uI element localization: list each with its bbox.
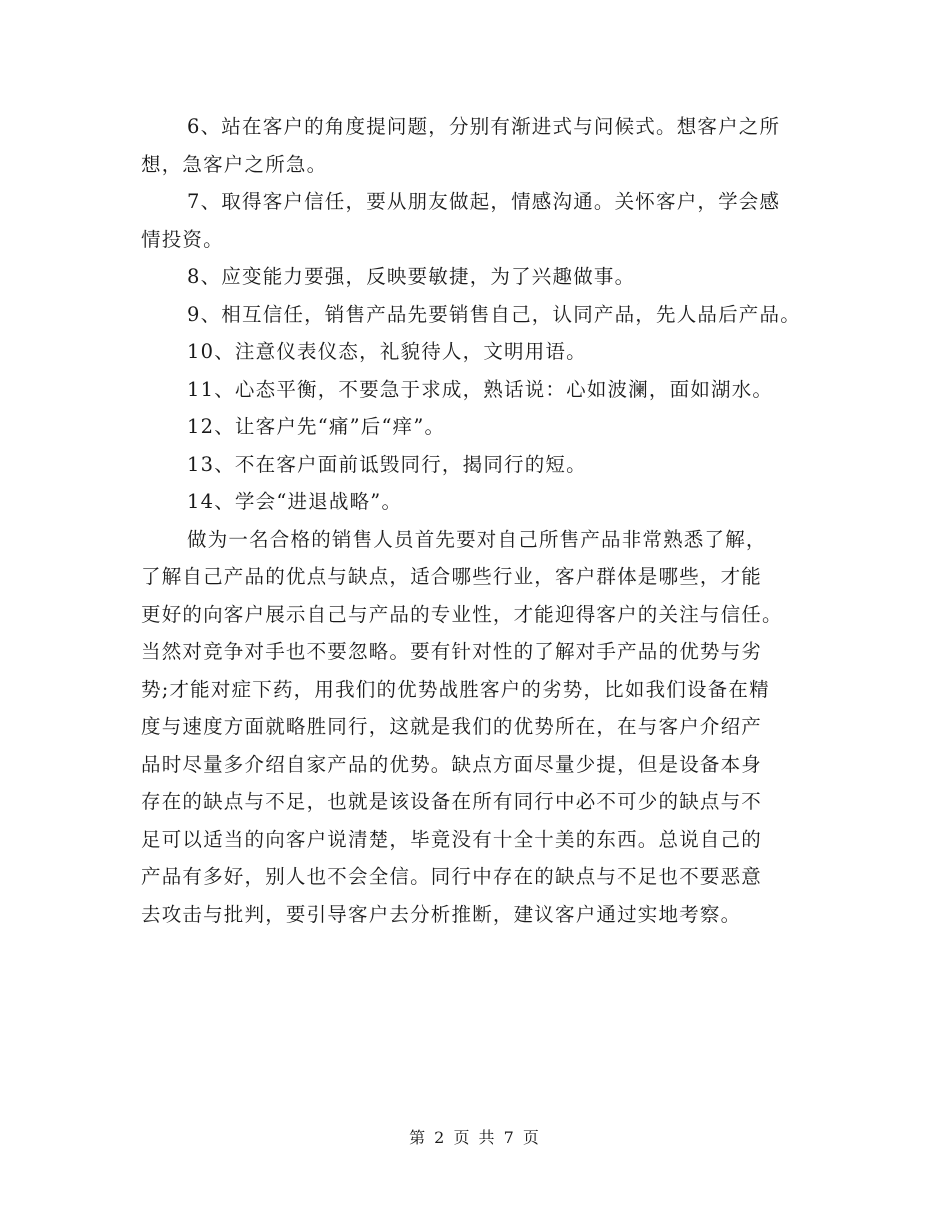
- page-number-footer: 第 2 页 共 7 页: [409, 1128, 541, 1147]
- list-item-line-continued: 想，急客户之所急。: [141, 152, 328, 176]
- list-item-line-continued: 情投资。: [141, 227, 224, 251]
- paragraph-line: 足可以适当的向客户说清楚，毕竟没有十全十美的东西。总说自己的: [141, 827, 763, 851]
- paragraph-line: 存在的缺点与不足，也就是该设备在所有同行中必不可少的缺点与不: [141, 790, 763, 813]
- list-item: [141, 108, 831, 183]
- paragraph-line: 势;才能对症下药，用我们的优势战胜客户的劣势，比如我们设备在精: [141, 677, 770, 701]
- list-item: 11、心态平衡，不要急于求成，熟话说：心如波澜，面如湖水。: [187, 377, 774, 401]
- list-item: 14、学会“进退战略”。: [187, 490, 403, 513]
- paragraph-line: 更好的向客户展示自己与产品的专业性，才能迎得客户的关注与信任。: [141, 602, 783, 626]
- list-item: 13、不在客户面前诋毁同行，揭同行的短。: [187, 452, 587, 476]
- list-item: 10、注意仪表仪态，礼貌待人，文明用语。: [187, 340, 587, 363]
- paragraph-line: 当然对竞争对手也不要忽略。要有针对性的了解对手产品的优势与劣: [141, 640, 763, 663]
- paragraph-line: 了解自己产品的优点与缺点，适合哪些行业，客户群体是哪些，才能: [141, 565, 763, 588]
- paragraph-line: 去攻击与批判，要引导客户去分析推断，建议客户通过实地考察。: [141, 902, 742, 926]
- list-item-line: 6、站在客户的角度提问题，分别有渐进式与问候式。想客户之所: [187, 115, 781, 138]
- paragraph-line: 品时尽量多介绍自家产品的优势。缺点方面尽量少提，但是设备本身: [141, 752, 763, 776]
- list-item: 8、应变能力要强，反映要敏捷，为了兴趣做事。: [187, 265, 636, 288]
- list-item: 9、相互信任，销售产品先要销售自己，认同产品，先人品后产品。: [187, 302, 801, 326]
- list-item-line: 7、取得客户信任，要从朋友做起，情感沟通。关怀客户，学会感: [187, 190, 781, 213]
- document-body: [141, 108, 831, 933]
- list-item: [141, 183, 831, 258]
- paragraph-line: 产品有多好，别人也不会全信。同行中存在的缺点与不足也不要恶意: [141, 865, 763, 888]
- paragraph-line: 做为一名合格的销售人员首先要对自己所售产品非常熟悉了解，: [187, 527, 767, 551]
- body-paragraph: [141, 521, 831, 934]
- list-item: 12、让客户先“痛”后“痒”。: [187, 415, 446, 438]
- paragraph-line: 度与速度方面就略胜同行，这就是我们的优势所在，在与客户介绍产: [141, 715, 763, 738]
